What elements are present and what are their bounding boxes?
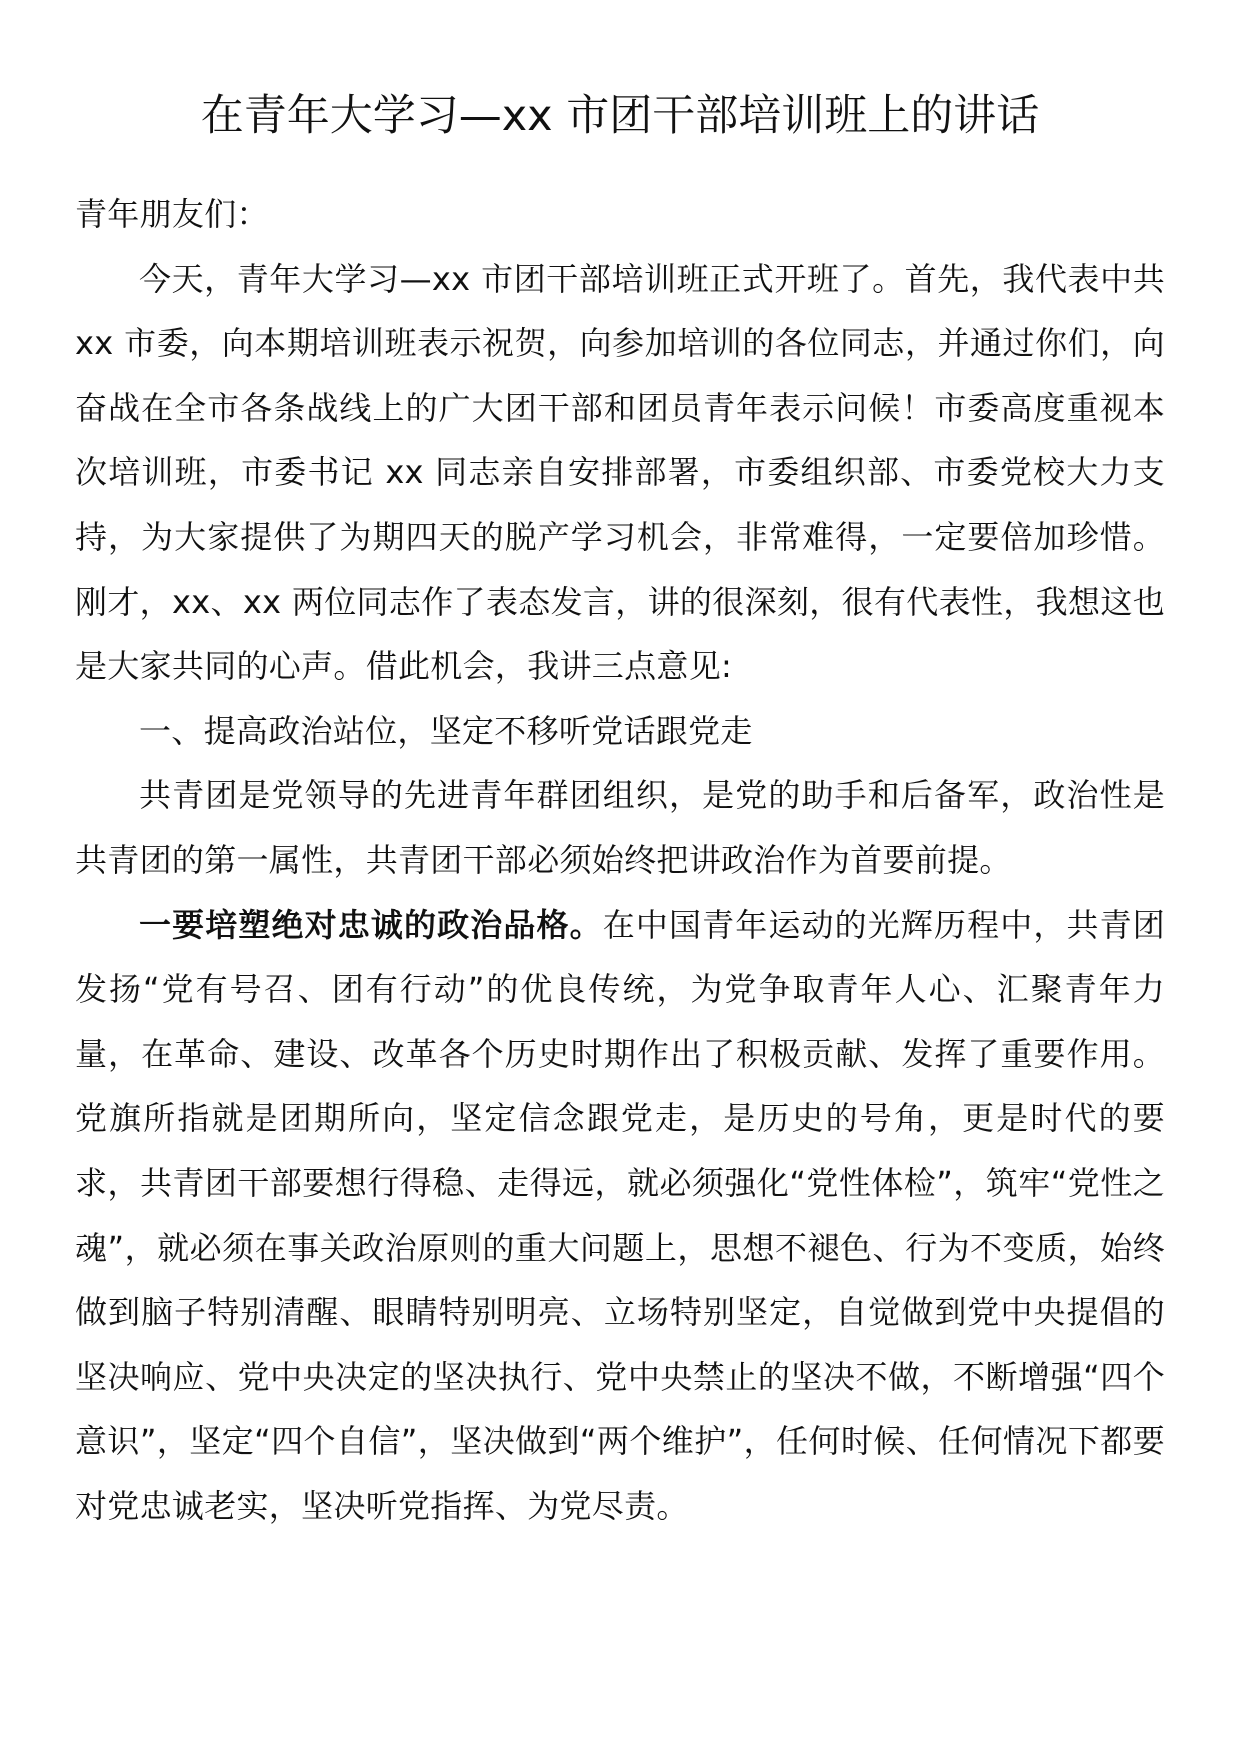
section-paragraph: 共青团是党领导的先进青年群团组织，是党的助手和后备军，政治性是共青团的第一属性，共青团干部必须始终把讲政治作为首要前提。 — [75, 776, 1165, 879]
document-body — [75, 182, 1165, 1538]
intro-paragraph: 今天，青年大学习—xx 市团干部培训班正式开班了。首先，我代表中共 xx 市委，向本期培训班表示祝贺，向参加培训的各位同志，并通过你们，向奋战在全市各条战线上的广大团干部和团员青年表示问候！市委高度重视本次培训班，市委书记 xx 同志亲自安排部署，市委组织部、市委党校大力支持，为大家提供了为期四天的脱产学习机会，非常难得，一定要倍加珍惜。刚才，xx、xx 两位同志作了表态发言，讲的很深刻，很有代表性，我想这也是大家共同的心声。借此机会，我讲三点意见: — [75, 259, 1165, 686]
section-heading: 一、提高政治站位，坚定不移听党话跟党走 — [139, 711, 753, 750]
document-title: 在青年大学习—xx 市团干部培训班上的讲话 — [200, 91, 1040, 141]
section-paragraph-bold-lead — [75, 893, 1165, 1539]
paragraph-body-text: 在中国青年运动的光辉历程中，共青团发扬“党有号召、团有行动”的优良传统，为党争取青年人心、汇聚青年力量，在革命、建设、改革各个历史时期作出了积极贡献、发挥了重要作用。党旗所指就是团期所向，坚定信念跟党走，是历史的号角，更是时代的要求，共青团干部要想行得稳、走得远，就必须强化“党性体检”，筑牢“党性之魂”，就必须在事关政治原则的重大问题上，思想不褪色、行为不变质，始终做到脑子特别清醒、眼睛特别明亮、立场特别坚定，自觉做到党中央提倡的坚决响应、党中央决定的坚决执行、党中央禁止的坚决不做，不断增强“四个意识”，坚定“四个自信”，坚决做到“两个维护”，任何时候、任何情况下都要对党忠诚老实，坚决听党指挥、为党尽责。 — [75, 905, 1166, 1525]
bold-lead-text: 一要培塑绝对忠诚的政治品格。 — [139, 905, 603, 944]
salutation: 青年朋友们： — [75, 195, 269, 233]
